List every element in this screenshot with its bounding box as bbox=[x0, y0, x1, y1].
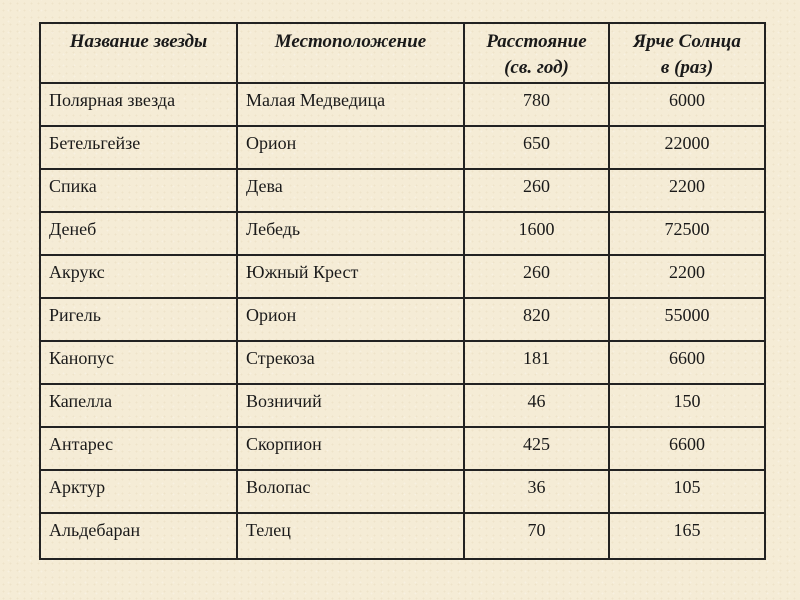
cell-star-name: Антарес bbox=[41, 428, 238, 471]
cell-location: Телец bbox=[238, 514, 465, 558]
table-row bbox=[41, 471, 764, 514]
table-header bbox=[41, 24, 764, 84]
header-location bbox=[238, 24, 465, 84]
header-distance-line1: Расстояние bbox=[486, 31, 587, 52]
cell-brightness: 22000 bbox=[610, 127, 764, 170]
table-body bbox=[41, 84, 764, 558]
cell-star-name: Акрукс bbox=[41, 256, 238, 299]
cell-star-name: Спика bbox=[41, 170, 238, 213]
stars-table bbox=[39, 22, 766, 560]
header-distance-line2: (св. год) bbox=[504, 57, 569, 78]
cell-location: Возничий bbox=[238, 385, 465, 428]
table-row bbox=[41, 428, 764, 471]
header-location-text: Местоположение bbox=[274, 31, 427, 52]
cell-location: Орион bbox=[238, 127, 465, 170]
cell-distance: 650 bbox=[465, 127, 610, 170]
cell-distance: 780 bbox=[465, 84, 610, 127]
cell-brightness: 2200 bbox=[610, 170, 764, 213]
cell-distance: 260 bbox=[465, 170, 610, 213]
cell-star-name: Арктур bbox=[41, 471, 238, 514]
cell-distance: 820 bbox=[465, 299, 610, 342]
table-row bbox=[41, 84, 764, 127]
cell-brightness: 150 bbox=[610, 385, 764, 428]
cell-star-name: Денеб bbox=[41, 213, 238, 256]
cell-brightness: 105 bbox=[610, 471, 764, 514]
table-row bbox=[41, 514, 764, 558]
cell-brightness: 55000 bbox=[610, 299, 764, 342]
cell-location: Стрекоза bbox=[238, 342, 465, 385]
cell-location: Дева bbox=[238, 170, 465, 213]
table-row bbox=[41, 170, 764, 213]
cell-brightness: 72500 bbox=[610, 213, 764, 256]
cell-star-name: Ригель bbox=[41, 299, 238, 342]
table-row bbox=[41, 256, 764, 299]
cell-distance: 36 bbox=[465, 471, 610, 514]
cell-location: Орион bbox=[238, 299, 465, 342]
cell-distance: 181 bbox=[465, 342, 610, 385]
header-brightness bbox=[610, 24, 764, 84]
header-distance bbox=[465, 24, 610, 84]
cell-brightness: 2200 bbox=[610, 256, 764, 299]
cell-location: Южный Крест bbox=[238, 256, 465, 299]
cell-star-name: Бетельгейзе bbox=[41, 127, 238, 170]
header-star-name-text: Название звезды bbox=[69, 31, 208, 52]
cell-distance: 260 bbox=[465, 256, 610, 299]
header-brightness-line2: в (раз) bbox=[660, 57, 714, 78]
cell-distance: 70 bbox=[465, 514, 610, 558]
cell-star-name: Полярная звезда bbox=[41, 84, 238, 127]
header-row bbox=[41, 24, 764, 84]
cell-location: Лебедь bbox=[238, 213, 465, 256]
cell-distance: 46 bbox=[465, 385, 610, 428]
table-row bbox=[41, 213, 764, 256]
cell-star-name: Альдебаран bbox=[41, 514, 238, 558]
cell-brightness: 165 bbox=[673, 520, 701, 540]
cell-star-name: Капелла bbox=[41, 385, 238, 428]
table-row bbox=[41, 299, 764, 342]
cell-location: Скорпион bbox=[238, 428, 465, 471]
cell-brightness: 6000 bbox=[610, 84, 764, 127]
cell-location: Малая Медведица bbox=[238, 84, 465, 127]
cell-distance: 425 bbox=[465, 428, 610, 471]
cell-star-name: Канопус bbox=[41, 342, 238, 385]
cell-location: Волопас bbox=[238, 471, 465, 514]
header-brightness-line1: Ярче Солнца bbox=[633, 31, 741, 52]
cell-distance: 1600 bbox=[465, 213, 610, 256]
table-row bbox=[41, 127, 764, 170]
table-row bbox=[41, 385, 764, 428]
cell-brightness: 6600 bbox=[610, 428, 764, 471]
header-star-name bbox=[41, 24, 238, 84]
cell-brightness: 6600 bbox=[610, 342, 764, 385]
table-row bbox=[41, 342, 764, 385]
